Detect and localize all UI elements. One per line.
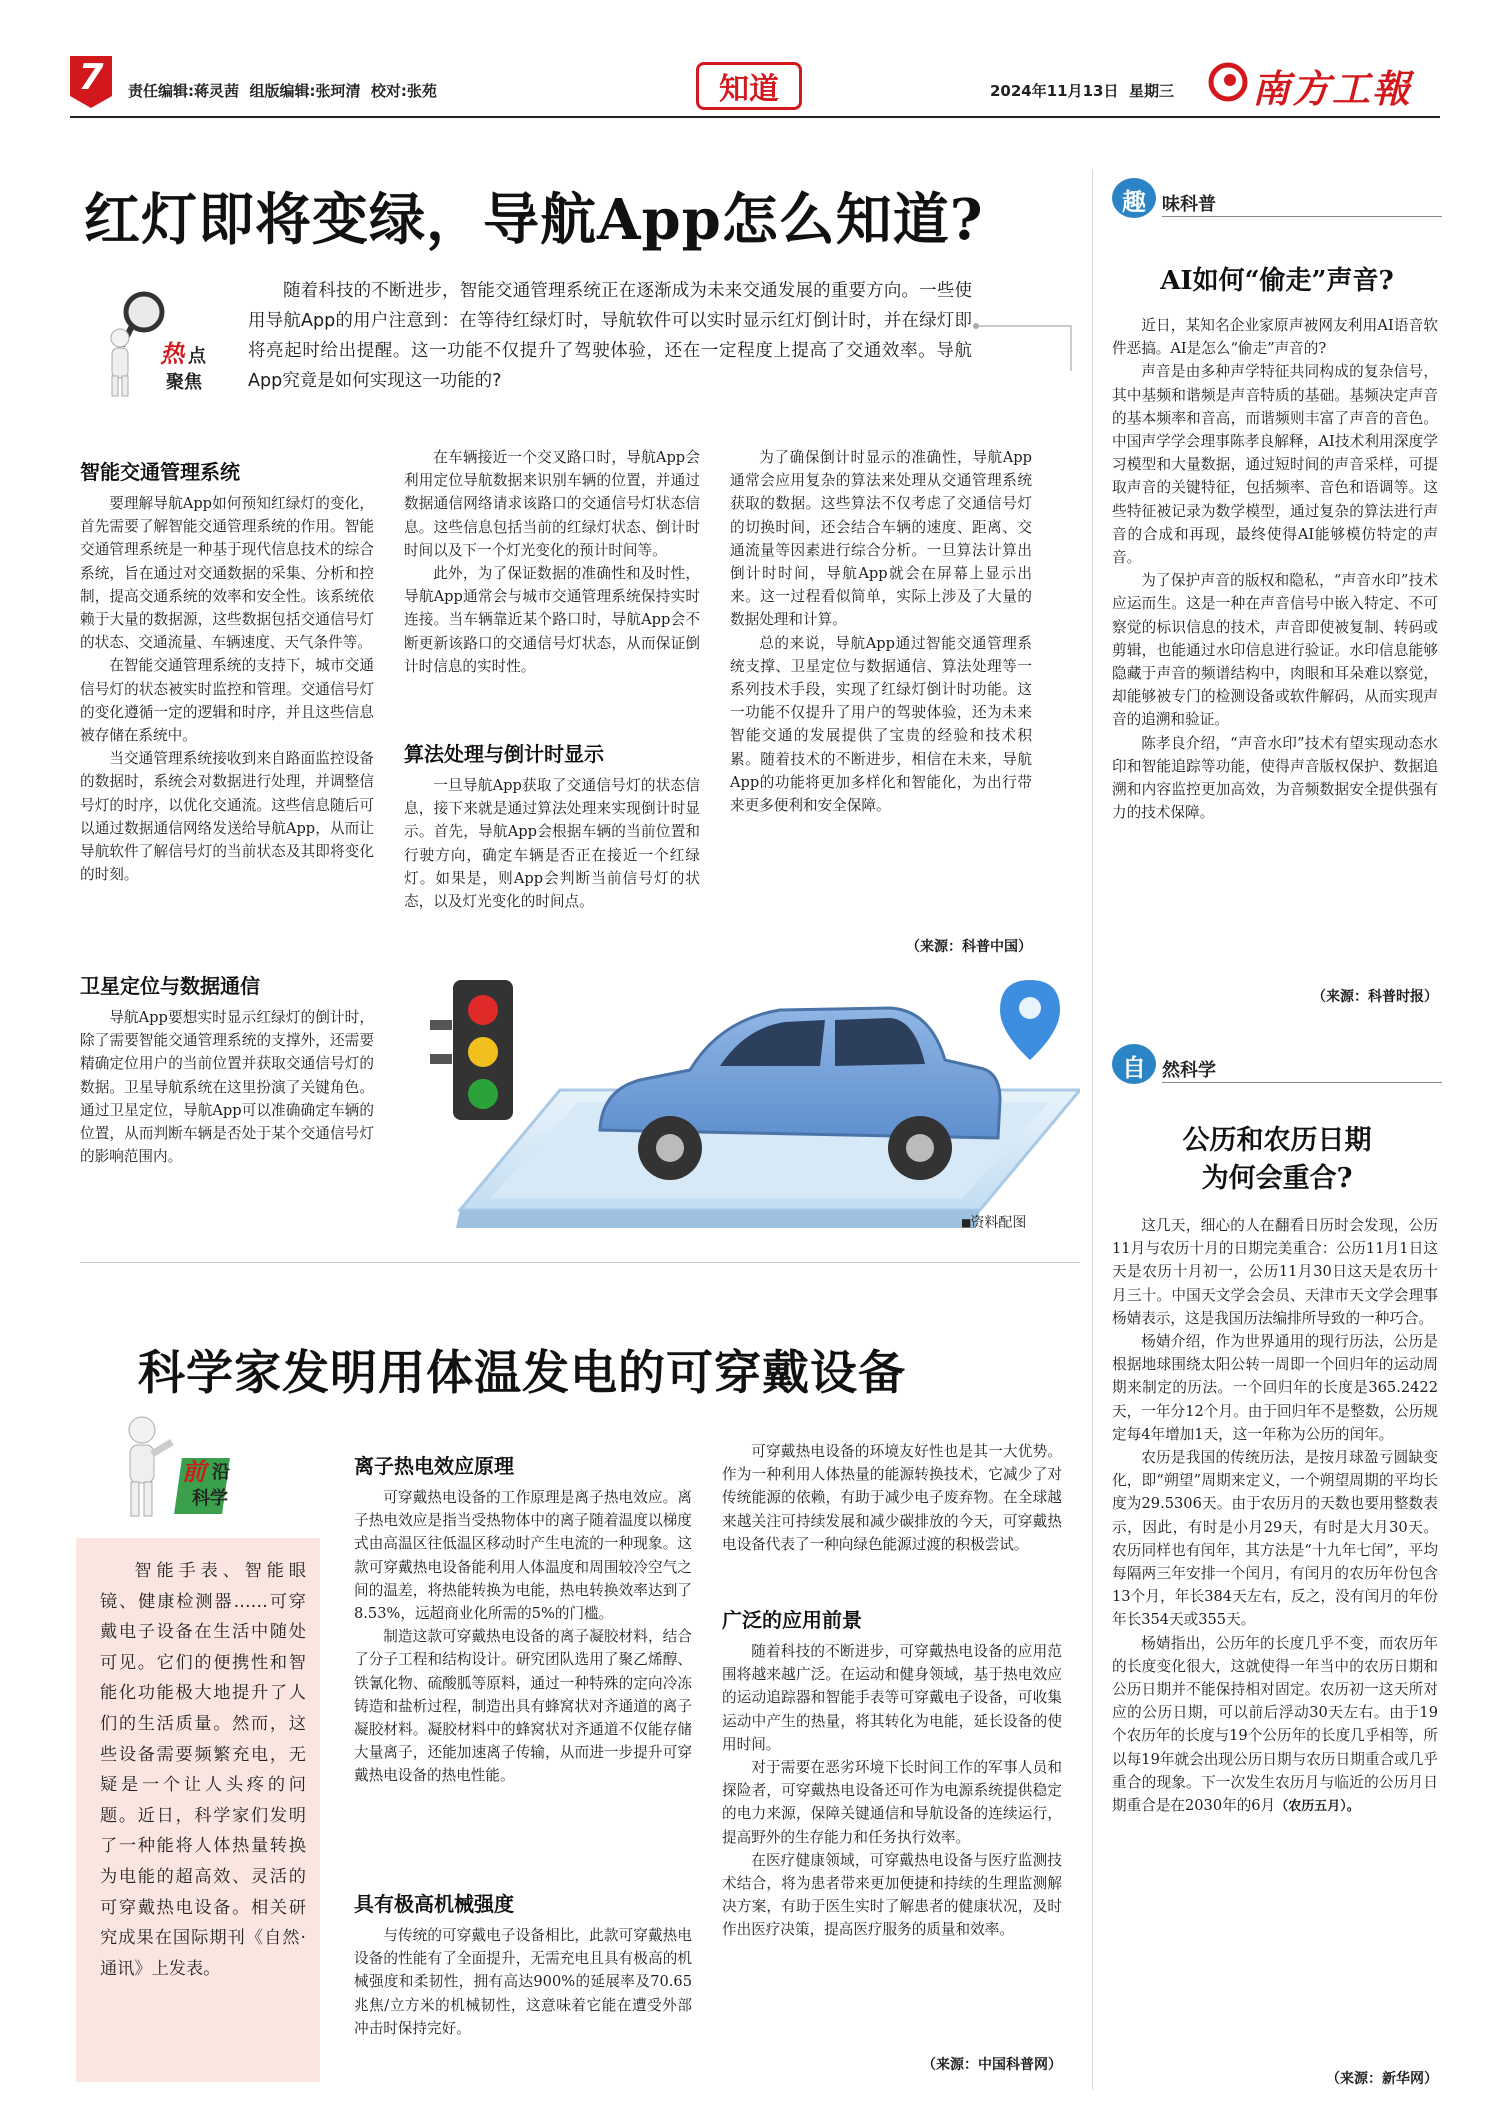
article1-title: 红灯即将变绿，导航App怎么知道?: [84, 187, 984, 253]
nature-source: （来源：新华网）: [1326, 2071, 1438, 2087]
a2-c1-para2: 制造这款可穿戴热电设备的离子凝胶材料，结合了分子工程和结构设计。研究团队选用了聚乙烯醇、铁氰化物、硫酸胍等原料，通过一种特殊的定向冷冻铸造和盐析过程，制造出具有蜂窝状对齐通道的离子凝胶材料。凝胶材料中的蜂窝状对齐通道不仅能存储大量离子，还能加速离子传输，从而进一步提升可穿戴热电设备的热电性能。: [354, 1628, 692, 1785]
nature-para4-text: 杨婧指出，公历年的长度几乎不变，而农历年的长度变化很大，这就使得一年当中的农历日期和公历日期并不能保持相对固定。农历初一这天所对应的公历日期，可以前后浮动30天左右。由于19个农历年的长度与19个公历年的长度几乎相等，所以每19年就会出现公历日期与农历日期重合或几乎重合的现象。下一次发生农历月与临近的公历月日期重合是在2030年的6月: [1112, 1634, 1438, 1815]
nature-science-header: [1112, 1044, 1442, 1088]
a2-source: （来源：中国科普网）: [922, 2057, 1062, 2073]
a1-col3-text: [730, 446, 1032, 817]
fun-body: [1112, 314, 1438, 824]
a1-c2-para3: 一旦导航App获取了交通信号灯的状态信息，接下来就是通过算法处理来实现倒计时显示。首先，导航App会根据车辆的当前位置和行驶方向，确定车辆是否正在接近一个红绿灯。如果是，则App会判断当前信号灯的状态，以及灯光变化的时间点。: [404, 777, 700, 911]
a2-col2-text-b: [722, 1640, 1062, 1942]
pointing-person-icon: [116, 1412, 176, 1522]
sidebar-divider: [1092, 170, 1093, 2090]
badge-front-char: 前: [182, 1458, 206, 1486]
a1-c2-para2: 此外，为了保证数据的准确性和及时性，导航App通常会与城市交通管理系统保持实时连接。当车辆靠近某个路口时，导航App会不断更新该路口的交通信号灯状态，从而保证倒计时信息的实时性。: [404, 565, 700, 675]
nature-title-line2: 为何会重合?: [1201, 1163, 1353, 1194]
fun-para1: 近日，某知名企业家原声被网友利用AI语音软件恶搞。AI是怎么“偷走”声音的?: [1112, 317, 1438, 358]
a1-heading-3: 算法处理与倒计时显示: [404, 742, 604, 766]
a1-col1-text-b: [80, 1006, 374, 1168]
article2-lead: [100, 1556, 306, 1984]
fun-title: AI如何“偷走”声音?: [1160, 266, 1394, 296]
header-rule: [70, 116, 1440, 118]
a2-heading-2: 具有极高机械强度: [354, 1892, 514, 1916]
a2-col1-text-b: [354, 1924, 692, 2040]
fun-badge-char: 趣: [1122, 188, 1146, 216]
nature-para2: 杨婧介绍，作为世界通用的现行历法，公历是根据地球围绕太阳公转一周即一个回归年的运动周期来制定的历法。一个回归年的长度是365.2422天，一年分12个月。由于回归年不是整数，公历规定每4年增加1天，这一年称为公历的闰年。: [1112, 1333, 1438, 1443]
badge-science-text: 科学: [192, 1488, 228, 1509]
paper-name: 南方工報: [1252, 66, 1413, 111]
badge-edge-char: 沿: [212, 1462, 230, 1483]
fun-label-rule: [1162, 216, 1442, 217]
badge-point-char: 点: [188, 346, 206, 367]
logo-swirl-icon: [1208, 62, 1248, 102]
a2-c1-para1: 可穿戴热电设备的工作原理是离子热电效应。离子热电效应是指当受热物体中的离子随着温度以梯度式由高温区往低温区移动时产生电流的一种现象。这款可穿戴热电设备能利用人体温度和周围较冷空气之间的温差，将热能转换为电能，热电转换效率达到了8.53%，远超商业化所需的5%的门槛。: [354, 1489, 692, 1623]
nature-para4-tail: （农历五月）。: [1275, 1799, 1360, 1815]
article2-lead-text: 智能手表、智能眼镜、健康检测器……可穿戴电子设备在生活中随处可见。它们的便携性和智能化功能极大地提升了人们的生活质量。然而，这些设备需要频繁充电，无疑是一个让人头疼的问题。近日，科学家们发明了一种能将人体热量转换为电能的超高效、灵活的可穿戴热电设备。相关研究成果在国际期刊《自然·通讯》上发表。: [100, 1561, 306, 1979]
hot-focus-badge: [100, 290, 230, 400]
page-number: 7: [78, 57, 104, 98]
a2-c2-para3: 对于需要在恶劣环境下长时间工作的军事人员和探险者，可穿戴热电设备还可作为电源系统提供稳定的电力来源，保障关键通信和导航设备的连续运行，提高野外的生存能力和任务执行效率。: [722, 1759, 1062, 1846]
fun-label: 味科普: [1162, 194, 1216, 215]
article1-lead-text: 随着科技的不断进步，智能交通管理系统正在逐渐成为未来交通发展的重要方向。一些使用导航App的用户注意到：在等待红绿灯时，导航软件可以实时显示红灯倒计时，并在绿灯即将亮起时给出提醒。这一功能不仅提升了驾驶体验，还在一定程度上提高了交通效率。导航App究竟是如何实现这一功能的?: [248, 281, 972, 391]
issue-date: 2024年11月13日 星期三: [990, 82, 1174, 100]
a1-source: （来源：科普中国）: [906, 939, 1032, 955]
article2-title: 科学家发明用体温发电的可穿戴设备: [138, 1346, 906, 1401]
fun-para3: 为了保护声音的版权和隐私，“声音水印”技术应运而生。这是一种在声音信号中嵌入特定、不可察觉的标识信息的技术，声音即使被复制、转码或剪辑，也能通过水印信息进行验证。水印信息能够隐藏于声音的频谱结构中，肉眼和耳朵难以察觉，却能够被专门的检测设备或软件解码，从而实现声音的追溯和验证。: [1112, 572, 1438, 729]
fun-para4: 陈孝良介绍，“声音水印”技术有望实现动态水印和智能追踪等功能，使得声音版权保护、数据追溯和内容监控更加高效，为音频数据安全提供强有力的技术保障。: [1112, 734, 1438, 822]
fun-para2: 声音是由多种声学特征共同构成的复杂信号，其中基频和谐频是声音特质的基础。基频决定声音的基本频率和音高，而谐频则丰富了声音的音色。中国声学学会理事陈孝良解释，AI技术利用深度学习模型和大量数据，通过短时间的声音采样，可提取声音的关键特征，包括频率、音色和语调等。这些特征被记录为数学模型，通过复杂的算法进行声音的合成和再现，最终使得AI能够模仿特定的声音。: [1112, 363, 1438, 567]
a1-c1-para2: 在智能交通管理系统的支持下，城市交通信号灯的状态被实时监控和管理。交通信号灯的变化遵循一定的逻辑和时序，并且这些信息被存储在系统中。: [80, 657, 374, 745]
page-number-badge: [70, 56, 112, 108]
fun-science-header: [1112, 178, 1442, 222]
nature-para1: 这几天，细心的人在翻看日历时会发现，公历11月与农历十月的日期完美重合：公历11月1日这天是农历十月初一，公历11月30日这天是农历十月三十。中国天文学会会员、天津市天文学会理事杨婧表示，这是我国历法编排所导致的一种巧合。: [1112, 1217, 1438, 1327]
a2-col1-text: [354, 1486, 692, 1788]
frontier-badge: [116, 1412, 256, 1522]
a1-col1-text: [80, 492, 374, 886]
nature-body: [1112, 1214, 1438, 1818]
a1-c2-para1: 在车辆接近一个交叉路口时，导航App会利用定位导航数据来识别车辆的位置，并通过数据通信网络请求该路口的交通信号灯状态信息。这些信息包括当前的红绿灯状态、倒计时时间以及下一个灯光变化的预计时间等。: [404, 449, 700, 559]
fun-source: （来源：科普时报）: [1312, 989, 1438, 1005]
section-title: 知道: [719, 72, 779, 107]
article1-bottom-rule: [80, 1262, 1080, 1263]
a2-c1-para3: 与传统的可穿戴电子设备相比，此款可穿戴热电设备的性能有了全面提升，无需充电且具有极高的机械强度和柔韧性，拥有高达900%的延展率及70.65兆焦/立方米的机械韧性，这意味着它能在遭受外部冲击时保持完好。: [354, 1927, 692, 2037]
a2-c2-para4: 在医疗健康领域，可穿戴热电设备与医疗监测技术结合，将为患者带来更加便捷和持续的生理监测解决方案，有助于医生实时了解患者的健康状况，及时作出医疗决策，提高医疗服务的质量和效率。: [722, 1851, 1062, 1939]
a2-c2-para2: 随着科技的不断进步，可穿戴热电设备的应用范围将越来越广泛。在运动和健身领域，基于热电效应的运动追踪器和智能手表等可穿戴电子设备，可收集运动中产生的热量，将其转化为电能，延长设备的使用时间。: [722, 1643, 1062, 1753]
a1-c1-para4: 导航App要想实时显示红绿灯的倒计时，除了需要智能交通管理系统的支撑外，还需要精确定位用户的当前位置并获取交通信号灯的数据。卫星导航系统在这里扮演了关键角色。通过卫星定位，导航App可以准确确定车辆的位置，从而判断车辆是否处于某个交通信号灯的影响范围内。: [80, 1009, 374, 1166]
badge-focus-text: 聚焦: [166, 372, 202, 393]
section-tag: [696, 62, 802, 110]
a2-heading-1: 离子热电效应原理: [354, 1454, 514, 1478]
a1-heading-2: 卫星定位与数据通信: [80, 974, 260, 998]
a2-col2-text: [722, 1440, 1062, 1556]
a1-c3-para1: 为了确保倒计时显示的准确性，导航App通常会应用复杂的算法来处理从交通管理系统获取的数据。这些算法不仅考虑了交通信号灯的切换时间，还会结合车辆的速度、距离、交通流量等因素进行综合分析。一旦算法计算出倒计时时间，导航App就会在屏幕上显示出来。这一过程看似简单，实际上涉及了大量的数据处理和计算。: [730, 449, 1032, 629]
paper-logo: [1208, 56, 1438, 111]
lead-connector-line: [816, 316, 1076, 376]
nature-title-line1: 公历和农历日期: [1182, 1125, 1372, 1156]
nature-para4: [1112, 1632, 1438, 1819]
a1-c1-para3: 当交通管理系统接收到来自路面监控设备的数据时，系统会对数据进行处理，并调整信号灯的时序，以优化交通流。这些信息随后可以通过数据通信网络发送给导航App，从而让导航软件了解信号灯的当前状态及其即将变化的时刻。: [80, 750, 374, 884]
a2-c2-para1: 可穿戴热电设备的环境友好性也是其一大优势。作为一种利用人体热量的能源转换技术，它减少了对传统能源的依赖，有助于减少电子废弃物。在全球越来越关注可持续发展和减少碳排放的今天，可穿戴热电设备代表了一种向绿色能源过渡的积极尝试。: [722, 1443, 1062, 1553]
editors-line: 责任编辑:蒋灵茜 组版编辑:张珂清 校对:张苑: [128, 82, 437, 100]
a1-c1-para1: 要理解导航App如何预知红绿灯的变化，首先需要了解智能交通管理系统的作用。智能交通管理系统是一种基于现代信息技术的综合系统，旨在通过对交通数据的采集、分析和控制，提高交通系统的效率和安全性。该系统依赖于大量的数据源，这些数据包括交通信号灯的状态、交通流量、车辆速度、天气条件等。: [80, 495, 374, 652]
nature-badge-char: 自: [1122, 1054, 1146, 1082]
a2-heading-3: 广泛的应用前景: [722, 1608, 862, 1632]
a1-col2-text-b: [404, 774, 700, 913]
badge-hot-char: 热: [160, 340, 184, 368]
a1-heading-1: 智能交通管理系统: [80, 460, 240, 484]
nature-label-rule: [1162, 1082, 1442, 1083]
a1-col2-text: [404, 446, 700, 678]
nature-label: 然科学: [1162, 1060, 1216, 1081]
photo-credit: ■资料配图: [962, 1215, 1027, 1231]
a1-c3-para2: 总的来说，导航App通过智能交通管理系统支撑、卫星定位与数据通信、算法处理等一系列技术手段，实现了红绿灯倒计时功能。这一功能不仅提升了用户的驾驶体验，还为未来智能交通的发展提供了宝贵的经验和技术积累。随着技术的不断进步，相信在未来，导航App的功能将更加多样化和智能化，为出行带来更多便利和安全保障。: [730, 634, 1032, 815]
nature-para3: 农历是我国的传统历法，是按月球盈亏圆缺变化，即“朔望”周期来定义，一个朔望周期的平均长度为29.5306天。由于农历月的天数也要用整数表示，因此，有时是小月29天，有时是大月30天。农历同样也有闰年，其方法是“十九年七闰”，平均每隔两三年安排一个闰月，有闰月的农历年份包含13个月，年长384天左右，反之，没有闰月的年份年长354天或355天。: [1112, 1449, 1438, 1629]
